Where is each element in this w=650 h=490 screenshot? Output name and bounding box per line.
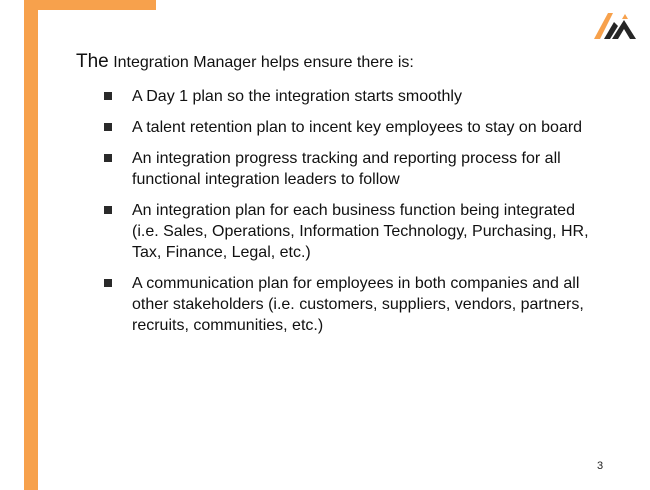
square-bullet-icon	[104, 92, 112, 100]
list-item	[104, 200, 590, 263]
accent-bar-horizontal	[24, 0, 156, 10]
bullet-text: A talent retention plan to incent key employees to stay on board	[132, 119, 583, 136]
list-item	[104, 148, 590, 190]
heading-lead-word: The	[76, 51, 109, 72]
accent-bar-vertical	[24, 0, 38, 490]
square-bullet-icon	[104, 123, 112, 131]
list-item	[104, 273, 590, 336]
bullet-text: A Day 1 plan so the integration starts smoothly	[132, 88, 462, 105]
square-bullet-icon	[104, 206, 112, 214]
list-item	[104, 117, 590, 138]
page-number: 3	[597, 460, 604, 472]
square-bullet-icon	[104, 279, 112, 287]
list-item	[104, 86, 590, 107]
bullet-list	[104, 86, 590, 346]
heading-text: Integration Manager helps ensure there is:	[108, 54, 414, 71]
bullet-text: An integration plan for each business function being integrated (i.e. Sales, Operations, Information Technology, Purchasing, HR, Tax, Finance, Legal, etc.)	[132, 202, 589, 261]
heading	[76, 52, 616, 73]
square-bullet-icon	[104, 154, 112, 162]
bullet-text: An integration progress tracking and reporting process for all functional integration leaders to follow	[132, 150, 561, 188]
bullet-text: A communication plan for employees in both companies and all other stakeholders (i.e. customers, suppliers, vendors, partners, recruits, communities, etc.)	[132, 275, 584, 334]
stylized-peaks-logo-icon	[592, 8, 640, 44]
